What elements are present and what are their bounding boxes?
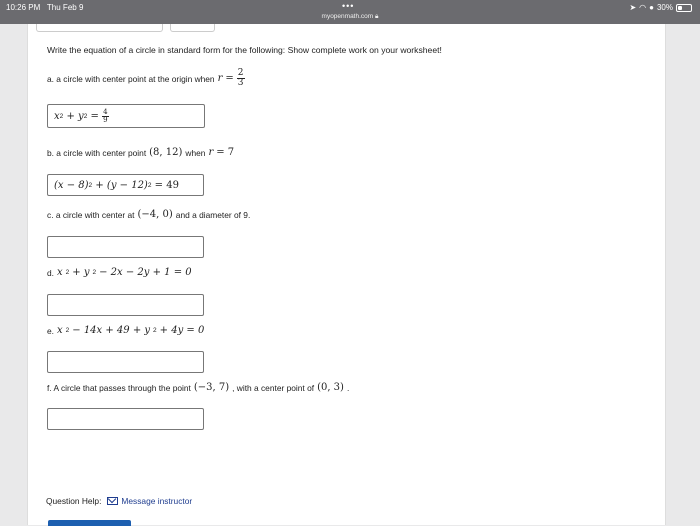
question-f: f. A circle that passes through the point (−3, 7) , with a center point of (0, 3) . xyxy=(47,382,350,393)
answer-input-c[interactable] xyxy=(47,236,204,258)
question-page xyxy=(27,24,666,525)
battery-percent: 30% xyxy=(656,3,673,12)
more-dots-icon[interactable]: ••• xyxy=(342,1,355,11)
answer-input-f[interactable] xyxy=(47,408,204,430)
question-c: c. a circle with center at (−4, 0) and a diameter of 9. xyxy=(47,209,251,220)
battery-icon xyxy=(676,4,692,12)
location-icon: ➤ xyxy=(629,3,637,12)
instructions: Write the equation of a circle in standard form for the following: Show complete work on your worksheet! xyxy=(47,45,442,55)
answer-input-b[interactable]: (x − 8) 2 + (y − 12) 2 = 49 xyxy=(47,174,204,196)
question-d: d. x 2 + y 2 − 2x − 2y + 1 = 0 xyxy=(47,267,192,278)
answer-input-e[interactable] xyxy=(47,351,204,373)
status-bar xyxy=(0,0,700,24)
status-time: 10:26 PM Thu Feb 9 xyxy=(6,3,84,12)
help-label: Question Help: xyxy=(46,496,102,506)
status-indicators xyxy=(629,3,692,12)
answer-input-a[interactable]: x 2 + y 2 = $\frac{4}{9}$ xyxy=(47,104,205,128)
wifi-icon: ◠ xyxy=(639,3,647,12)
question-a: a. a circle with center point at the origin when r = $\frac{2}{3}$ xyxy=(47,68,244,88)
mail-icon xyxy=(107,497,118,505)
submit-button[interactable] xyxy=(48,520,131,526)
address-url[interactable]: myopenmath.com 🔒︎ xyxy=(321,13,379,20)
message-instructor-link[interactable] xyxy=(107,496,192,506)
message-instructor-label: Message instructor xyxy=(121,496,193,506)
question-e: e. x 2 − 14x + 49 + y 2 + 4y = 0 xyxy=(47,325,205,336)
question-help xyxy=(46,496,192,506)
person-icon: ● xyxy=(649,3,654,12)
question-b: b. a circle with center point (8, 12) when r = 7 xyxy=(47,147,235,158)
answer-input-d[interactable] xyxy=(47,294,204,316)
